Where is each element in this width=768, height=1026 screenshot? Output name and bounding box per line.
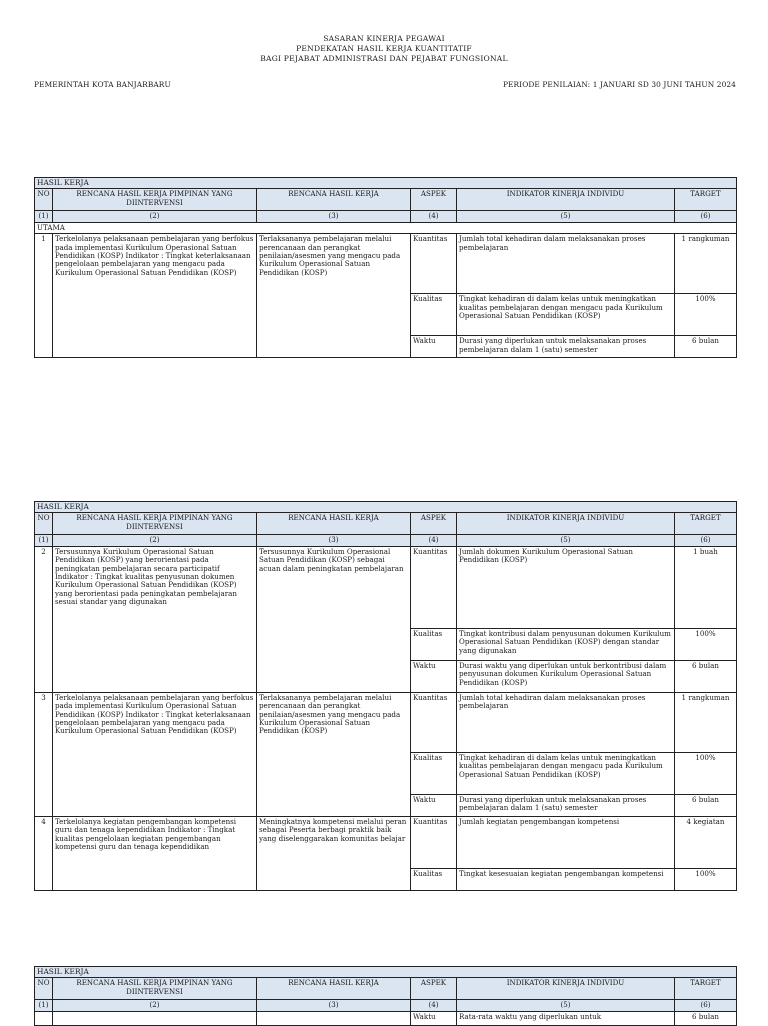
target-cell: 4 kegiatan [675,816,737,868]
col-num-3: (3) [257,535,411,546]
hasil-kerja-table-3 [34,966,737,1026]
indikator-cell: Tingkat kehadiran di dalam kelas untuk meningkatkan kualitas pembelajaran dengan mengacu pada Kurikulum Operasional Satuan Pendidikan (KOSP) [457,294,675,336]
col-num-1: (1) [35,211,53,222]
aspek-cell: Waktu [411,794,457,816]
rhk-pimpinan-cell: Tersusunnya Kurikulum Operasional Satuan Pendidikan (KOSP) yang berorientasi pada peningkatan pembelajaran secara participatif Indikator : Tingkat kualitas penyusunan dokumen Kurikulum Operasional Satuan Pendidikan (KOSP) yang berorientasi pada peningkatan pembelajaran sesuai standar yang digunakan [53,546,257,692]
aspek-cell: Kualitas [411,294,457,336]
col-no: NO [35,513,53,535]
table-row [35,816,737,868]
col-indikator: INDIKATOR KINERJA INDIVIDU [457,978,675,1000]
col-num-3: (3) [257,211,411,222]
col-num-4: (4) [411,1000,457,1011]
target-cell: 6 bulan [675,336,737,358]
col-num-5: (5) [457,1000,675,1011]
rhk-pimpinan-cell: Terkelolanya pelaksanaan pembelajaran yang berfokus pada implementasi Kurikulum Operasional Satuan Pendidikan (KOSP) Indikator : Tingkat keterlaksanaan pengelolaan pembelajaran yang mengacu pada Kurikulum Operasional Satuan Pendidikan (KOSP) [53,692,257,816]
col-indikator: INDIKATOR KINERJA INDIVIDU [457,513,675,535]
col-num-6: (6) [675,535,737,546]
col-num-2: (2) [53,211,257,222]
utama-label: UTAMA [35,222,737,233]
indikator-cell: Tingkat kehadiran di dalam kelas untuk meningkatkan kualitas pembelajaran dengan mengacu pada Kurikulum Operasional Satuan Pendidikan (KOSP) [457,752,675,794]
target-cell: 100% [675,868,737,890]
col-indikator: INDIKATOR KINERJA INDIVIDU [457,189,675,211]
col-rhk-pimpinan: RENCANA HASIL KERJA PIMPINAN YANG DIINTERVENSI [53,189,257,211]
aspek-cell: Kualitas [411,868,457,890]
row-no [35,1011,53,1025]
col-num-1: (1) [35,1000,53,1011]
col-target: TARGET [675,978,737,1000]
row-no: 3 [35,692,53,816]
target-cell: 6 bulan [675,1011,737,1025]
aspek-cell: Kualitas [411,752,457,794]
col-num-6: (6) [675,1000,737,1011]
aspek-cell: Kualitas [411,628,457,660]
target-cell: 6 bulan [675,660,737,692]
table-row [35,1011,737,1025]
aspek-cell: Kuantitas [411,234,457,294]
section-title: HASIL KERJA [35,502,737,513]
indikator-cell: Jumlah kegiatan pengembangan kompetensi [457,816,675,868]
target-cell: 6 bulan [675,794,737,816]
rhk-pimpinan-cell [53,1011,257,1025]
aspek-cell: Waktu [411,336,457,358]
col-aspek: ASPEK [411,189,457,211]
doc-title-line1: SASARAN KINERJA PEGAWAI [323,34,445,43]
aspek-cell: Waktu [411,1011,457,1025]
col-num-3: (3) [257,1000,411,1011]
indikator-cell: Durasi waktu yang diperlukan untuk berkontribusi dalam penyusunan dokumen Kurikulum Operasional Satuan Pendidikan (KOSP) [457,660,675,692]
col-num-2: (2) [53,535,257,546]
rhk-cell: Terlaksananya pembelajaran melalui perencanaan dan perangkat penilaian/asesmen yang mengacu pada Kurikulum Operasional Satuan Pendidikan (KOSP) [257,692,411,816]
col-num-2: (2) [53,1000,257,1011]
indikator-cell: Tingkat kesesuaian kegiatan pengembangan kompetensi [457,868,675,890]
table-row [35,692,737,752]
col-num-1: (1) [35,535,53,546]
indikator-cell: Durasi yang diperlukan untuk melaksanakan proses pembelajaran dalam 1 (satu) semester [457,794,675,816]
periode-label: PERIODE PENILAIAN: 1 JANUARI SD 30 JUNI TAHUN 2024 [502,80,736,89]
hasil-kerja-table-1 [34,177,737,358]
indikator-cell: Jumlah total kehadiran dalam melaksanakan proses pembelajaran [457,234,675,294]
doc-title-line3: BAGI PEJABAT ADMINISTRASI DAN PEJABAT FUNGSIONAL [260,54,508,63]
col-aspek: ASPEK [411,513,457,535]
col-rhk-pimpinan: RENCANA HASIL KERJA PIMPINAN YANG DIINTERVENSI [53,513,257,535]
indikator-cell: Jumlah dokumen Kurikulum Operasional Satuan Pendidikan (KOSP) [457,546,675,628]
col-num-5: (5) [457,535,675,546]
aspek-cell: Kuantitas [411,546,457,628]
table-row [35,234,737,294]
target-cell: 1 buah [675,546,737,628]
col-target: TARGET [675,189,737,211]
indikator-cell: Jumlah total kehadiran dalam melaksanakan proses pembelajaran [457,692,675,752]
row-no: 2 [35,546,53,692]
section-title: HASIL KERJA [35,967,737,978]
col-rhk: RENCANA HASIL KERJA [257,513,411,535]
aspek-cell: Kuantitas [411,816,457,868]
hasil-kerja-table-2 [34,501,737,891]
target-cell: 100% [675,294,737,336]
rhk-cell: Terlaksananya pembelajaran melalui perencanaan dan perangkat penilaian/asesmen yang mengacu pada Kurikulum Operasional Satuan Pendidikan (KOSP) [257,234,411,358]
rhk-cell: Meningkatnya kompetensi melalui peran sebagai Peserta berbagi praktik baik yang diselenggarakan komunitas belajar [257,816,411,890]
col-num-6: (6) [675,211,737,222]
rhk-pimpinan-cell: Terkelolanya pelaksanaan pembelajaran yang berfokus pada implementasi Kurikulum Operasional Satuan Pendidikan (KOSP) Indikator : Tingkat keterlaksanaan pengelolaan pembelajaran yang mengacu pada Kurikulum Operasional Satuan Pendidikan (KOSP) [53,234,257,358]
target-cell: 1 rangkuman [675,692,737,752]
rhk-pimpinan-cell: Terkelolanya kegiatan pengembangan kompetensi guru dan tenaga kependidikan Indikator : Tingkat kualitas pengelolaan kegiatan pengembangan kompetensi guru dan tenaga kependidikan [53,816,257,890]
indikator-cell: Tingkat kontribusi dalam penyusunan dokumen Kurikulum Operasional Satuan Pendidikan (KOSP) dengan standar yang digunakan [457,628,675,660]
rhk-cell: Tersusunnya Kurikulum Operasional Satuan Pendidikan (KOSP) sebagai acuan dalam peningkatan pembelajaran [257,546,411,692]
col-num-4: (4) [411,211,457,222]
col-no: NO [35,189,53,211]
target-cell: 100% [675,752,737,794]
col-target: TARGET [675,513,737,535]
col-num-5: (5) [457,211,675,222]
col-no: NO [35,978,53,1000]
rhk-cell [257,1011,411,1025]
section-title: HASIL KERJA [35,178,737,189]
row-no: 4 [35,816,53,890]
target-cell: 1 rangkuman [675,234,737,294]
col-num-4: (4) [411,535,457,546]
target-cell: 100% [675,628,737,660]
col-rhk: RENCANA HASIL KERJA [257,189,411,211]
indikator-cell: Rata-rata waktu yang diperlukan untuk [457,1011,675,1025]
aspek-cell: Waktu [411,660,457,692]
indikator-cell: Durasi yang diperlukan untuk melaksanakan proses pembelajaran dalam 1 (satu) semester [457,336,675,358]
table-row [35,546,737,628]
row-no: 1 [35,234,53,358]
aspek-cell: Kuantitas [411,692,457,752]
col-rhk: RENCANA HASIL KERJA [257,978,411,1000]
col-rhk-pimpinan: RENCANA HASIL KERJA PIMPINAN YANG DIINTERVENSI [53,978,257,1000]
col-aspek: ASPEK [411,978,457,1000]
instansi-label: PEMERINTAH KOTA BANJARBARU [34,80,171,89]
doc-title-line2: PENDEKATAN HASIL KERJA KUANTITATIF [296,44,472,53]
